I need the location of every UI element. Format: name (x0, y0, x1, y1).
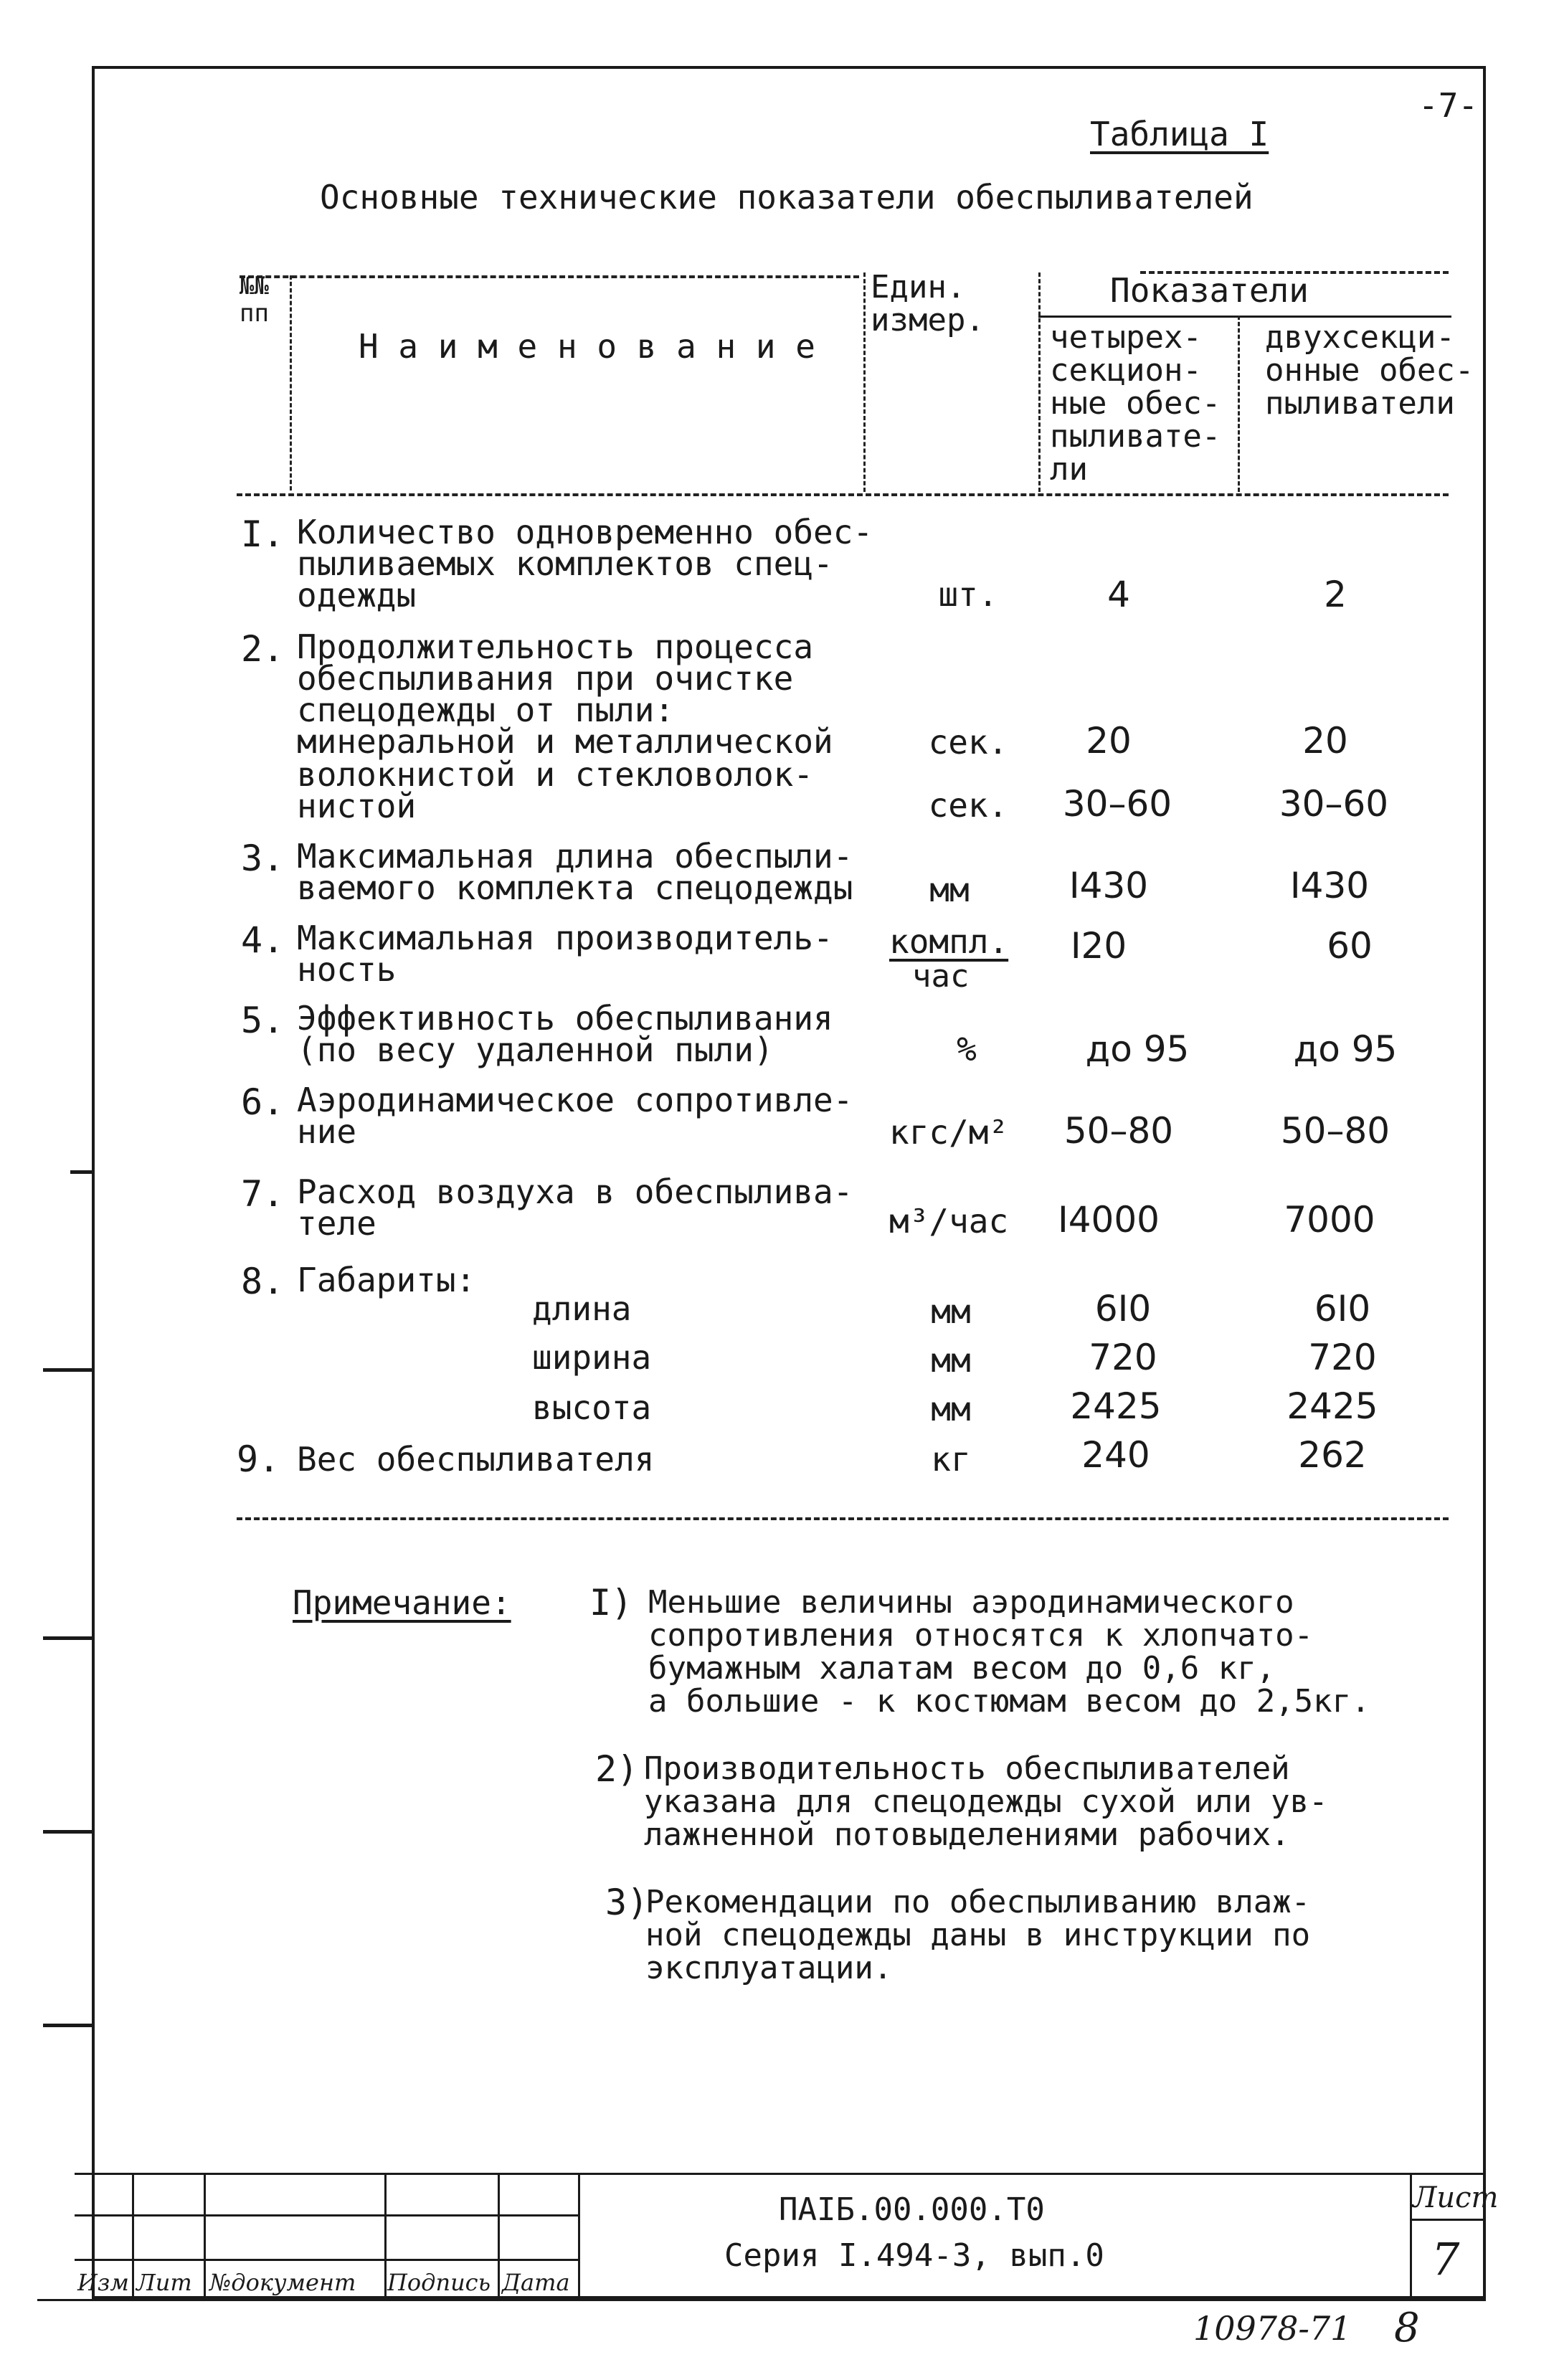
header-divider (863, 272, 866, 492)
row-value-2sec: 262 (1298, 1434, 1367, 1476)
row-value-4sec: 720 (1089, 1337, 1157, 1378)
stamp-col-line (498, 2173, 500, 2299)
stamp-series: Серия I.494-3, вып.0 (724, 2237, 1104, 2274)
row-value-2sec: 720 (1308, 1337, 1377, 1378)
note-text: Меньшие величины аэродинамического сопротивления относятся к хлопчато- бумажным халатам весом до 0,6 кг, а большие - к костюмам весом до 2,5кг. (648, 1584, 1370, 1720)
stamp-col-label: №документ (209, 2269, 356, 2296)
header-unit: Един. измер. (871, 269, 985, 338)
bottom-number: 8 (1394, 2305, 1420, 2351)
row-unit: мм (931, 1390, 971, 1428)
row-unit: шт. (938, 575, 998, 614)
row-value-2sec: 2 (1324, 574, 1347, 615)
table-title: Основные технические показатели обеспыливателей (320, 178, 1254, 217)
page-bottom-line (37, 2299, 1486, 2301)
row-unit: % (957, 1030, 977, 1068)
stamp-grid-line (75, 2214, 578, 2217)
row-name: высота (532, 1388, 652, 1427)
header-top-line (240, 275, 859, 278)
binding-tick (43, 1368, 93, 1372)
header-mid-line (1038, 316, 1451, 318)
stamp-col-label: Изм (77, 2269, 129, 2296)
row-name: Аэродинамическое сопротивле- ние (297, 1081, 853, 1151)
row-name: Количество одновременно обес- пыливаемых комплектов спец- одежды (297, 513, 873, 615)
row-name: Расход воздуха в обеспылива- теле (297, 1172, 853, 1243)
binding-tick (43, 2024, 93, 2027)
row-value-2sec: 7000 (1284, 1199, 1375, 1241)
row-value-2sec: 20 (1302, 720, 1348, 762)
note-num: I) (589, 1582, 633, 1623)
row-name: Продолжительность процесса обеспыливания при очистке спецодежды от пыли: минеральной и металлической (297, 627, 833, 761)
stamp-col-line (204, 2173, 206, 2299)
table-label: Таблица I (1090, 115, 1269, 153)
stamp-sheet-number: 7 (1431, 2233, 1460, 2285)
stamp-col-line (384, 2173, 387, 2299)
row-unit: кг (931, 1440, 971, 1479)
row-num: 5. (241, 1000, 285, 1041)
stamp-col-line (578, 2173, 580, 2299)
row-num: 2. (241, 628, 285, 670)
row-value-2sec: до 95 (1293, 1028, 1398, 1070)
stamp-top-line (75, 2173, 1486, 2175)
row-unit-denominator: час (912, 958, 970, 995)
row-value-4sec: I20 (1070, 925, 1127, 967)
row-num: I. (241, 513, 285, 555)
binding-tick (43, 1830, 93, 1834)
row-num: 7. (241, 1173, 285, 1215)
stamp-col-line (1410, 2173, 1412, 2299)
row-unit: мм (929, 871, 970, 909)
row-value-4sec: 2425 (1070, 1385, 1162, 1427)
note-label: Примечание: (293, 1583, 511, 1622)
row-unit: мм (931, 1341, 971, 1380)
row-name: Максимальная длина обеспыли- ваемого комплекта спецодежды (297, 837, 853, 907)
stamp-col-label: Дата (502, 2269, 570, 2296)
row-value-4sec: 240 (1081, 1434, 1150, 1476)
row-num: 6. (241, 1081, 285, 1123)
row-name: волокнистой и стекловолок- нистой (297, 755, 814, 825)
row-value-4sec: I4000 (1058, 1199, 1160, 1241)
row-name: ширина (532, 1338, 652, 1377)
row-value-4sec: до 95 (1085, 1028, 1190, 1070)
stamp-sheet-line (1410, 2219, 1486, 2221)
header-col4: четырех- секцион- ные обес- пыливате- ли (1050, 319, 1221, 488)
row-num: 8. (241, 1261, 285, 1302)
header-divider (1238, 316, 1240, 492)
row-unit: кгс/м² (889, 1113, 1009, 1152)
row-value-2sec: 2425 (1286, 1385, 1378, 1427)
row-value-2sec: 50–80 (1280, 1110, 1390, 1152)
row-value-4sec: 4 (1107, 574, 1130, 615)
stamp-col-label: Лит (136, 2269, 192, 2296)
row-value-2sec: 30–60 (1279, 783, 1389, 825)
stamp-col-label: Подпись (387, 2269, 491, 2296)
note-num: 2) (595, 1748, 639, 1790)
page-number: -7- (1418, 86, 1479, 125)
binding-tick (43, 1636, 93, 1640)
header-bottom-line (237, 493, 1449, 496)
row-value-4sec: 20 (1086, 720, 1132, 762)
row-value-4sec: 50–80 (1063, 1110, 1174, 1152)
note-num: 3) (605, 1882, 649, 1923)
row-unit-numerator: компл. (889, 922, 1009, 961)
row-unit: мм (931, 1292, 971, 1331)
row-num: 9. (237, 1438, 280, 1480)
row-value-4sec: I430 (1068, 865, 1149, 906)
row-name: длина (532, 1289, 632, 1328)
stamp-sheet-label: Лист (1413, 2181, 1499, 2214)
row-value-2sec: 6I0 (1314, 1288, 1371, 1329)
note-text: Рекомендации по обеспыливанию влаж- ной спецодежды даны в инструкции по эксплуатации. (645, 1884, 1311, 1986)
row-name: Эффективность обеспыливания (по весу удаленной пыли) (297, 999, 833, 1069)
row-unit: сек. (928, 723, 1008, 762)
row-unit: м³/час (889, 1202, 1009, 1241)
bottom-note: 10978-71 (1193, 2309, 1352, 2348)
row-value-2sec: I430 (1289, 865, 1370, 906)
row-name: Вес обеспыливателя (297, 1440, 655, 1479)
row-num: 3. (241, 838, 285, 879)
header-name: Н а и м е н о в а н и е (359, 327, 815, 366)
table-bottom-line (237, 1517, 1449, 1520)
stamp-col-line (132, 2173, 134, 2299)
note-text: Производительность обеспыливателей указана для спецодежды сухой или ув- лажненной потовыделениями рабочих. (644, 1750, 1328, 1853)
row-value-2sec: 60 (1327, 925, 1373, 967)
header-divider (1038, 272, 1041, 492)
header-indicators: Показатели (1110, 271, 1309, 310)
header-num: №№ пп (240, 272, 269, 328)
header-divider (290, 275, 292, 490)
row-value-4sec: 6I0 (1094, 1288, 1152, 1329)
row-num: 4. (241, 919, 285, 961)
binding-tick (70, 1170, 92, 1174)
row-name: Максимальная производитель- ность (297, 919, 833, 989)
row-value-4sec: 30–60 (1062, 783, 1172, 825)
stamp-grid-line (75, 2259, 578, 2261)
header-col2: двухсекци- онные обес- пыливатели (1265, 319, 1474, 422)
stamp-code: ПАIБ.00.000.Т0 (779, 2191, 1045, 2228)
row-name: Габариты: (297, 1261, 476, 1299)
row-unit: сек. (928, 786, 1008, 825)
